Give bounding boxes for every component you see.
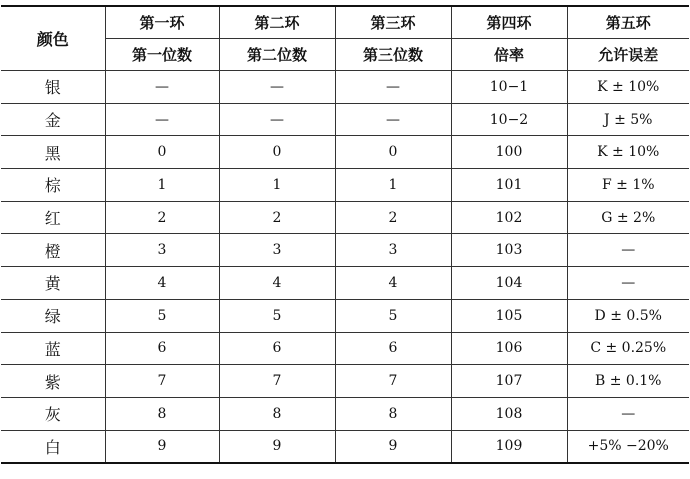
multiplier-cell: 108 <box>451 397 567 430</box>
third-digit-cell: — <box>335 71 451 104</box>
table-header <box>1 6 689 71</box>
first-digit-cell: 1 <box>105 169 219 202</box>
first-digit-cell: 6 <box>105 332 219 365</box>
second-digit-cell: 3 <box>219 234 335 267</box>
multiplier-cell: 107 <box>451 365 567 398</box>
third-digit-cell: 2 <box>335 201 451 234</box>
first-digit-cell: 3 <box>105 234 219 267</box>
tolerance-cell: — <box>567 234 689 267</box>
table-row <box>1 201 689 234</box>
color-name-cell: 橙 <box>1 234 105 267</box>
ring1-subtitle: 第一位数 <box>105 39 219 71</box>
color-name-cell: 银 <box>1 71 105 104</box>
first-digit-cell: 4 <box>105 267 219 300</box>
color-name-cell: 金 <box>1 103 105 136</box>
third-digit-cell: 3 <box>335 234 451 267</box>
first-digit-cell: 0 <box>105 136 219 169</box>
second-digit-cell: 8 <box>219 397 335 430</box>
first-digit-cell: — <box>105 71 219 104</box>
ring2-title: 第二环 <box>219 6 335 39</box>
table-row <box>1 267 689 300</box>
third-digit-cell: 5 <box>335 299 451 332</box>
table-row <box>1 169 689 202</box>
color-name-cell: 灰 <box>1 397 105 430</box>
resistor-color-code-table-container <box>1 5 689 464</box>
color-name-cell: 紫 <box>1 365 105 398</box>
second-digit-cell: 2 <box>219 201 335 234</box>
third-digit-cell: 9 <box>335 430 451 463</box>
multiplier-cell: 105 <box>451 299 567 332</box>
third-digit-cell: 6 <box>335 332 451 365</box>
color-name-cell: 绿 <box>1 299 105 332</box>
first-digit-cell: 9 <box>105 430 219 463</box>
third-digit-cell: 1 <box>335 169 451 202</box>
third-digit-cell: 0 <box>335 136 451 169</box>
table-body <box>1 71 689 464</box>
multiplier-cell: 103 <box>451 234 567 267</box>
ring3-title: 第三环 <box>335 6 451 39</box>
third-digit-cell: — <box>335 103 451 136</box>
table-row <box>1 332 689 365</box>
multiplier-cell: 102 <box>451 201 567 234</box>
tolerance-cell: K ± 10% <box>567 71 689 104</box>
second-digit-cell: 9 <box>219 430 335 463</box>
second-digit-cell: 0 <box>219 136 335 169</box>
tolerance-cell: +5% −20% <box>567 430 689 463</box>
ring4-subtitle: 倍率 <box>451 39 567 71</box>
table-row <box>1 136 689 169</box>
second-digit-cell: 4 <box>219 267 335 300</box>
multiplier-cell: 10−1 <box>451 71 567 104</box>
multiplier-cell: 109 <box>451 430 567 463</box>
tolerance-cell: G ± 2% <box>567 201 689 234</box>
second-digit-cell: — <box>219 71 335 104</box>
third-digit-cell: 8 <box>335 397 451 430</box>
header-row-ring-meanings <box>1 39 689 71</box>
table-row <box>1 234 689 267</box>
ring4-title: 第四环 <box>451 6 567 39</box>
tolerance-cell: D ± 0.5% <box>567 299 689 332</box>
tolerance-cell: — <box>567 397 689 430</box>
first-digit-cell: 7 <box>105 365 219 398</box>
first-digit-cell: 8 <box>105 397 219 430</box>
second-digit-cell: 7 <box>219 365 335 398</box>
second-digit-cell: — <box>219 103 335 136</box>
color-name-cell: 蓝 <box>1 332 105 365</box>
header-row-ring-titles <box>1 6 689 39</box>
tolerance-cell: — <box>567 267 689 300</box>
multiplier-cell: 100 <box>451 136 567 169</box>
second-digit-cell: 6 <box>219 332 335 365</box>
ring5-title: 第五环 <box>567 6 689 39</box>
multiplier-cell: 106 <box>451 332 567 365</box>
color-name-cell: 黄 <box>1 267 105 300</box>
color-name-cell: 红 <box>1 201 105 234</box>
multiplier-cell: 104 <box>451 267 567 300</box>
ring1-title: 第一环 <box>105 6 219 39</box>
table-row <box>1 397 689 430</box>
color-name-cell: 黑 <box>1 136 105 169</box>
resistor-color-code-table <box>1 5 689 464</box>
tolerance-cell: C ± 0.25% <box>567 332 689 365</box>
third-digit-cell: 7 <box>335 365 451 398</box>
ring2-subtitle: 第二位数 <box>219 39 335 71</box>
multiplier-cell: 10−2 <box>451 103 567 136</box>
table-row <box>1 103 689 136</box>
tolerance-cell: J ± 5% <box>567 103 689 136</box>
color-name-cell: 棕 <box>1 169 105 202</box>
tolerance-cell: F ± 1% <box>567 169 689 202</box>
second-digit-cell: 5 <box>219 299 335 332</box>
ring3-subtitle: 第三位数 <box>335 39 451 71</box>
ring5-subtitle: 允许误差 <box>567 39 689 71</box>
table-row <box>1 365 689 398</box>
second-digit-cell: 1 <box>219 169 335 202</box>
table-row <box>1 430 689 463</box>
table-row <box>1 299 689 332</box>
color-column-header: 颜色 <box>1 6 105 71</box>
first-digit-cell: — <box>105 103 219 136</box>
tolerance-cell: K ± 10% <box>567 136 689 169</box>
color-name-cell: 白 <box>1 430 105 463</box>
third-digit-cell: 4 <box>335 267 451 300</box>
first-digit-cell: 2 <box>105 201 219 234</box>
first-digit-cell: 5 <box>105 299 219 332</box>
multiplier-cell: 101 <box>451 169 567 202</box>
tolerance-cell: B ± 0.1% <box>567 365 689 398</box>
table-row <box>1 71 689 104</box>
